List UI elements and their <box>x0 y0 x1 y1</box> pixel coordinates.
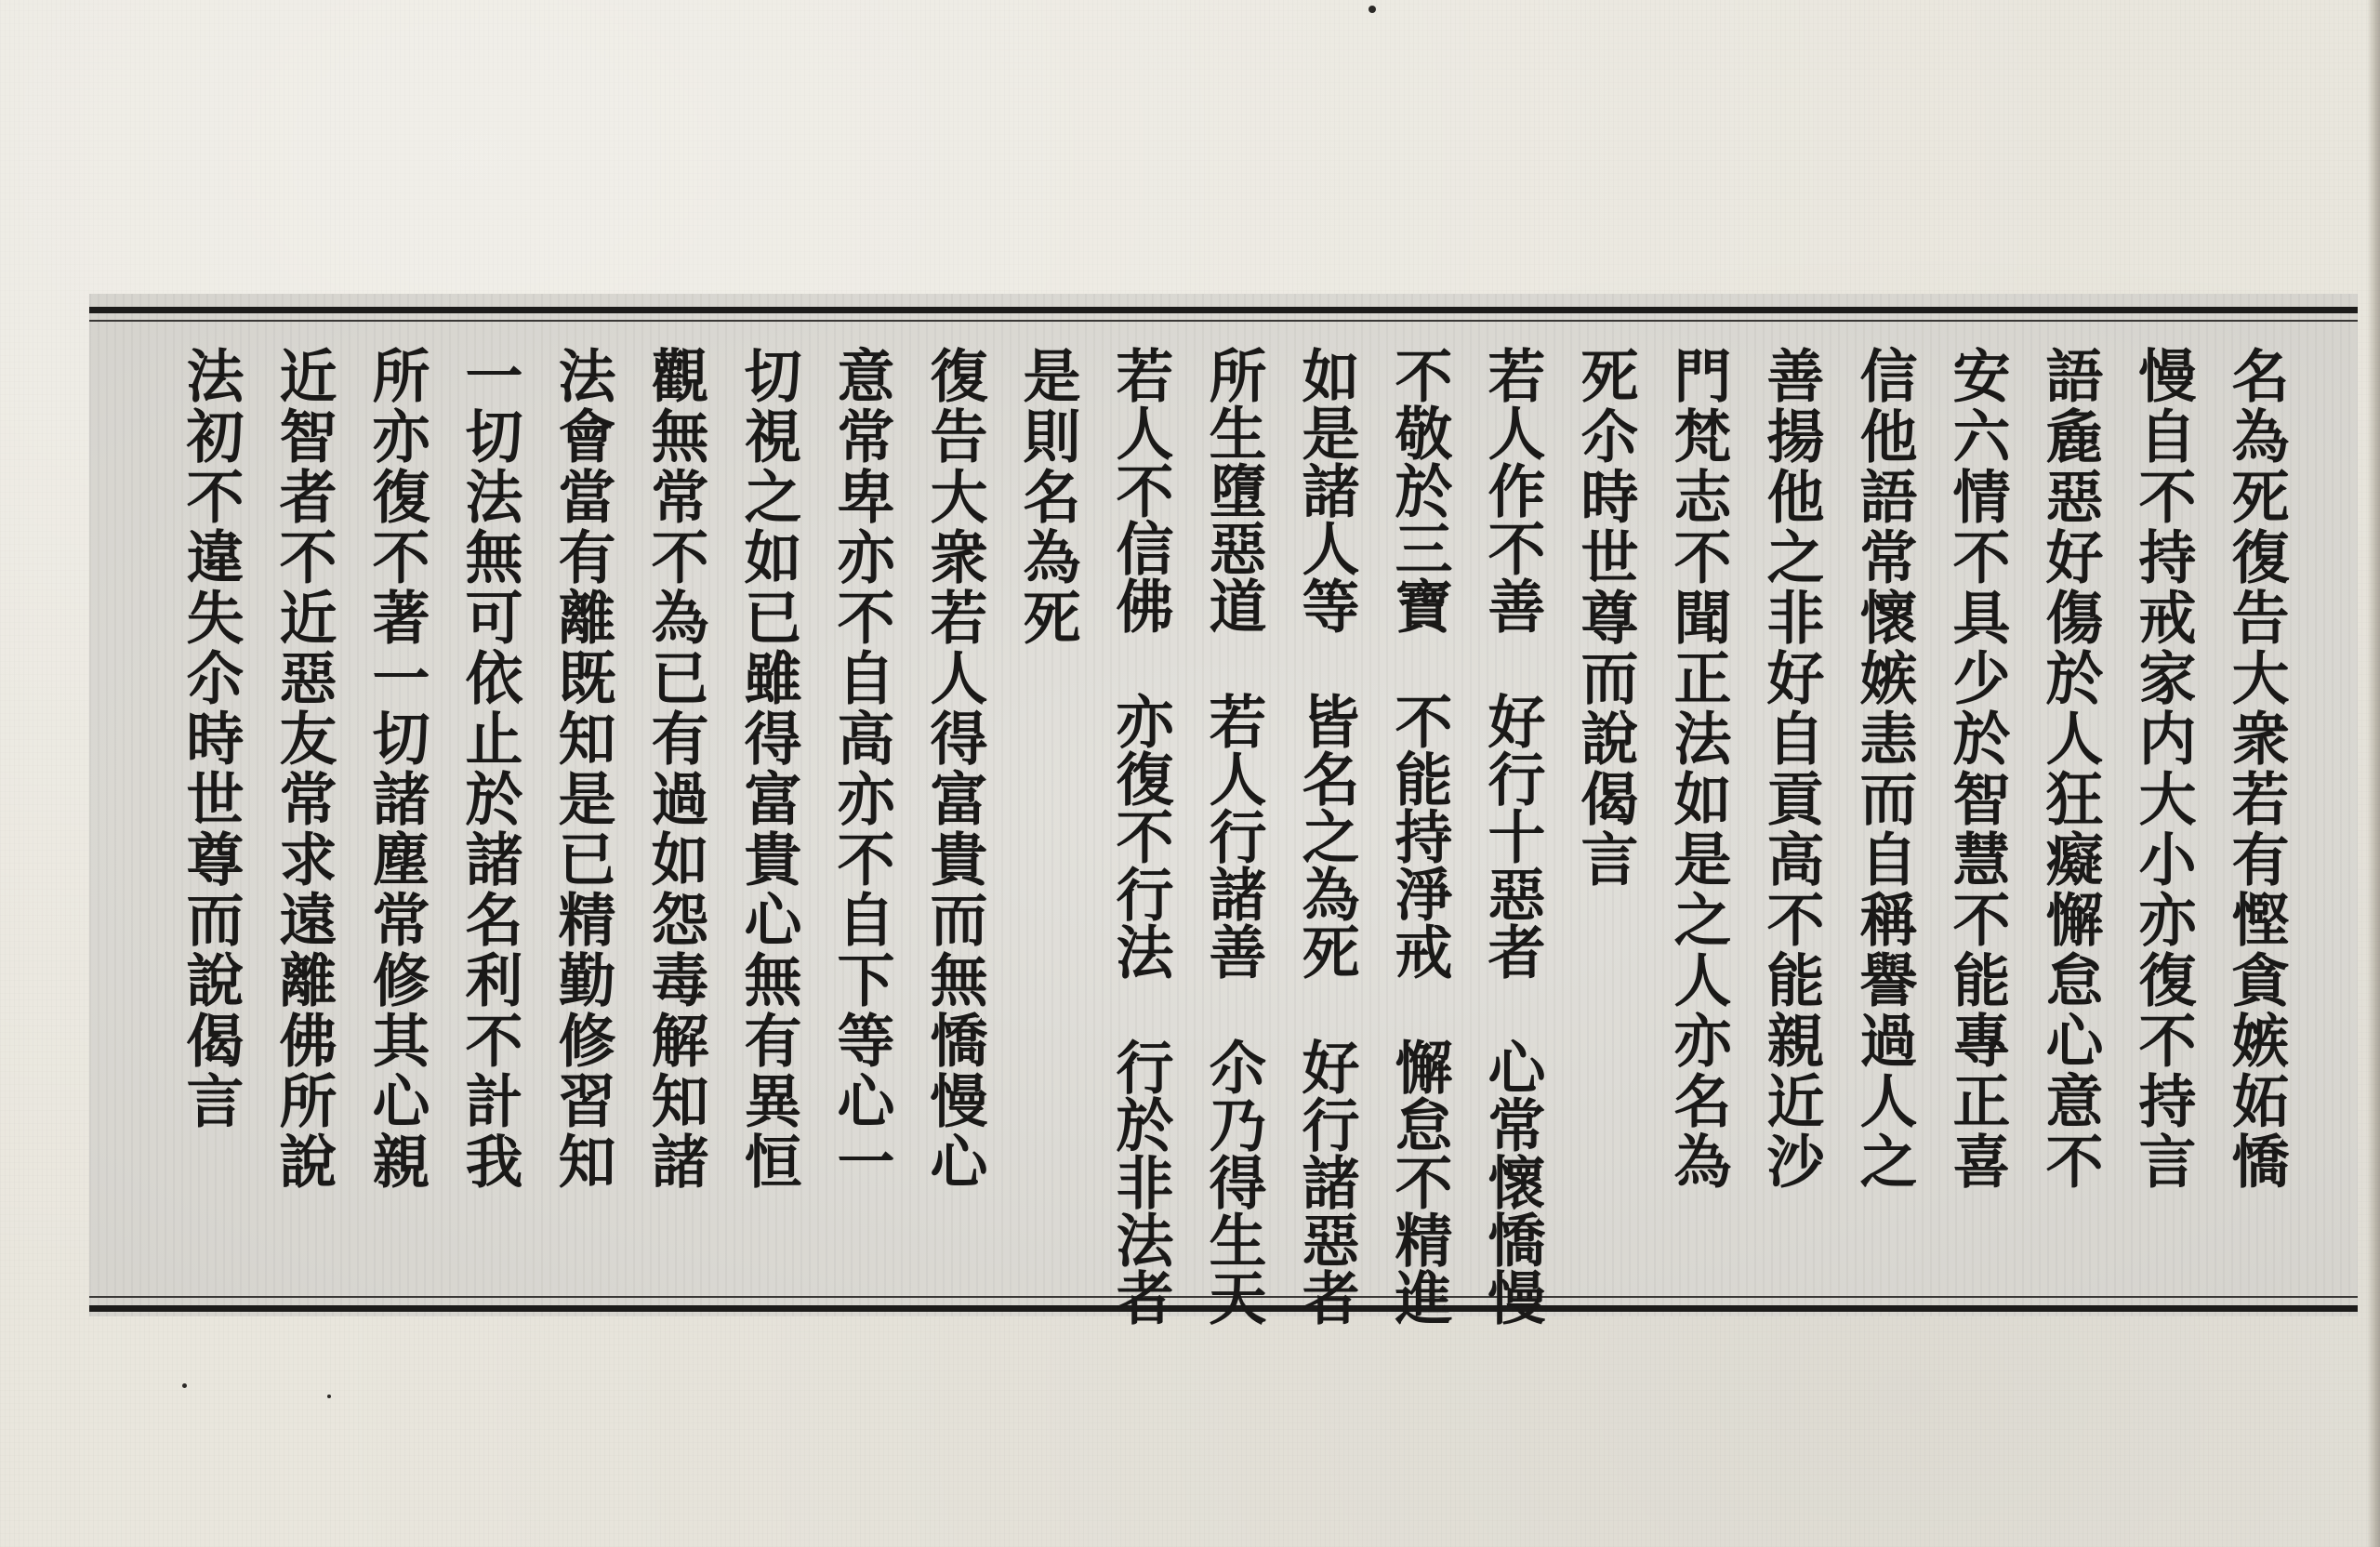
ink-speck <box>1368 6 1376 13</box>
text-column-14: 一切法無可依止於諸名利不計我 <box>456 346 523 1192</box>
text-column-13: 法會當有離既知是已精勤修習知 <box>549 346 616 1192</box>
top-inner-rule <box>89 320 2358 322</box>
text-column-10: 意常卑亦不自高亦不自下等心一 <box>827 346 895 1192</box>
top-border-rule <box>89 307 2358 313</box>
ink-speck <box>327 1395 331 1398</box>
text-column-17: 法初不違失尒時世尊而說偈言 <box>177 346 245 1131</box>
text-column-12: 觀無常不為已有過如怨毒解知諸 <box>641 346 709 1192</box>
text-column-1: 名為死復告大衆若有慳貪嫉妬憍 <box>2222 346 2290 1192</box>
text-column-7: 門梵志不聞正法如是之人亦名為 <box>1664 346 1732 1192</box>
text-column-6: 善揚他之非好自貢高不能親近沙 <box>1757 346 1825 1192</box>
verse-column-6: 是則名為死 <box>1013 346 1081 648</box>
text-column-16: 近智者不近惡友常求遠離佛所說 <box>270 346 337 1192</box>
text-column-9: 復告大衆若人得富貴而無憍慢心 <box>920 346 988 1192</box>
verse-column-1: 若人作不善 好行十惡者 心常懷憍慢 <box>1478 346 1546 1326</box>
verse-column-5: 若人不信佛 亦復不行法 行於非法者 <box>1106 346 1174 1326</box>
woodblock-print-area <box>89 294 2358 1326</box>
text-column-15: 所亦復不著一切諸塵常修其心親 <box>363 346 430 1192</box>
text-column-3: 語麁惡好傷於人狂癡懈怠心意不 <box>2036 346 2104 1192</box>
text-column-4: 安六情不具少於智慧不能專正喜 <box>1943 346 2011 1192</box>
verse-column-2: 不敬於三寶 不能持淨戒 懈怠不精進 <box>1385 346 1453 1326</box>
text-column-11: 切視之如已雖得富貴心無有異恒 <box>734 346 802 1192</box>
ink-speck <box>182 1383 187 1388</box>
binding-edge <box>2367 0 2380 1547</box>
text-column-8: 死尒時世尊而說偈言 <box>1571 346 1639 890</box>
verse-column-4: 所生墮惡道 若人行諸善 尒乃得生天 <box>1199 346 1267 1326</box>
text-column-5: 信他語常懷嫉恚而自稱譽過人之 <box>1850 346 1918 1192</box>
verse-column-3: 如是諸人等 皆名之為死 好行諸惡者 <box>1292 346 1360 1326</box>
text-column-2: 慢自不持戒家内大小亦復不持言 <box>2129 346 2197 1192</box>
